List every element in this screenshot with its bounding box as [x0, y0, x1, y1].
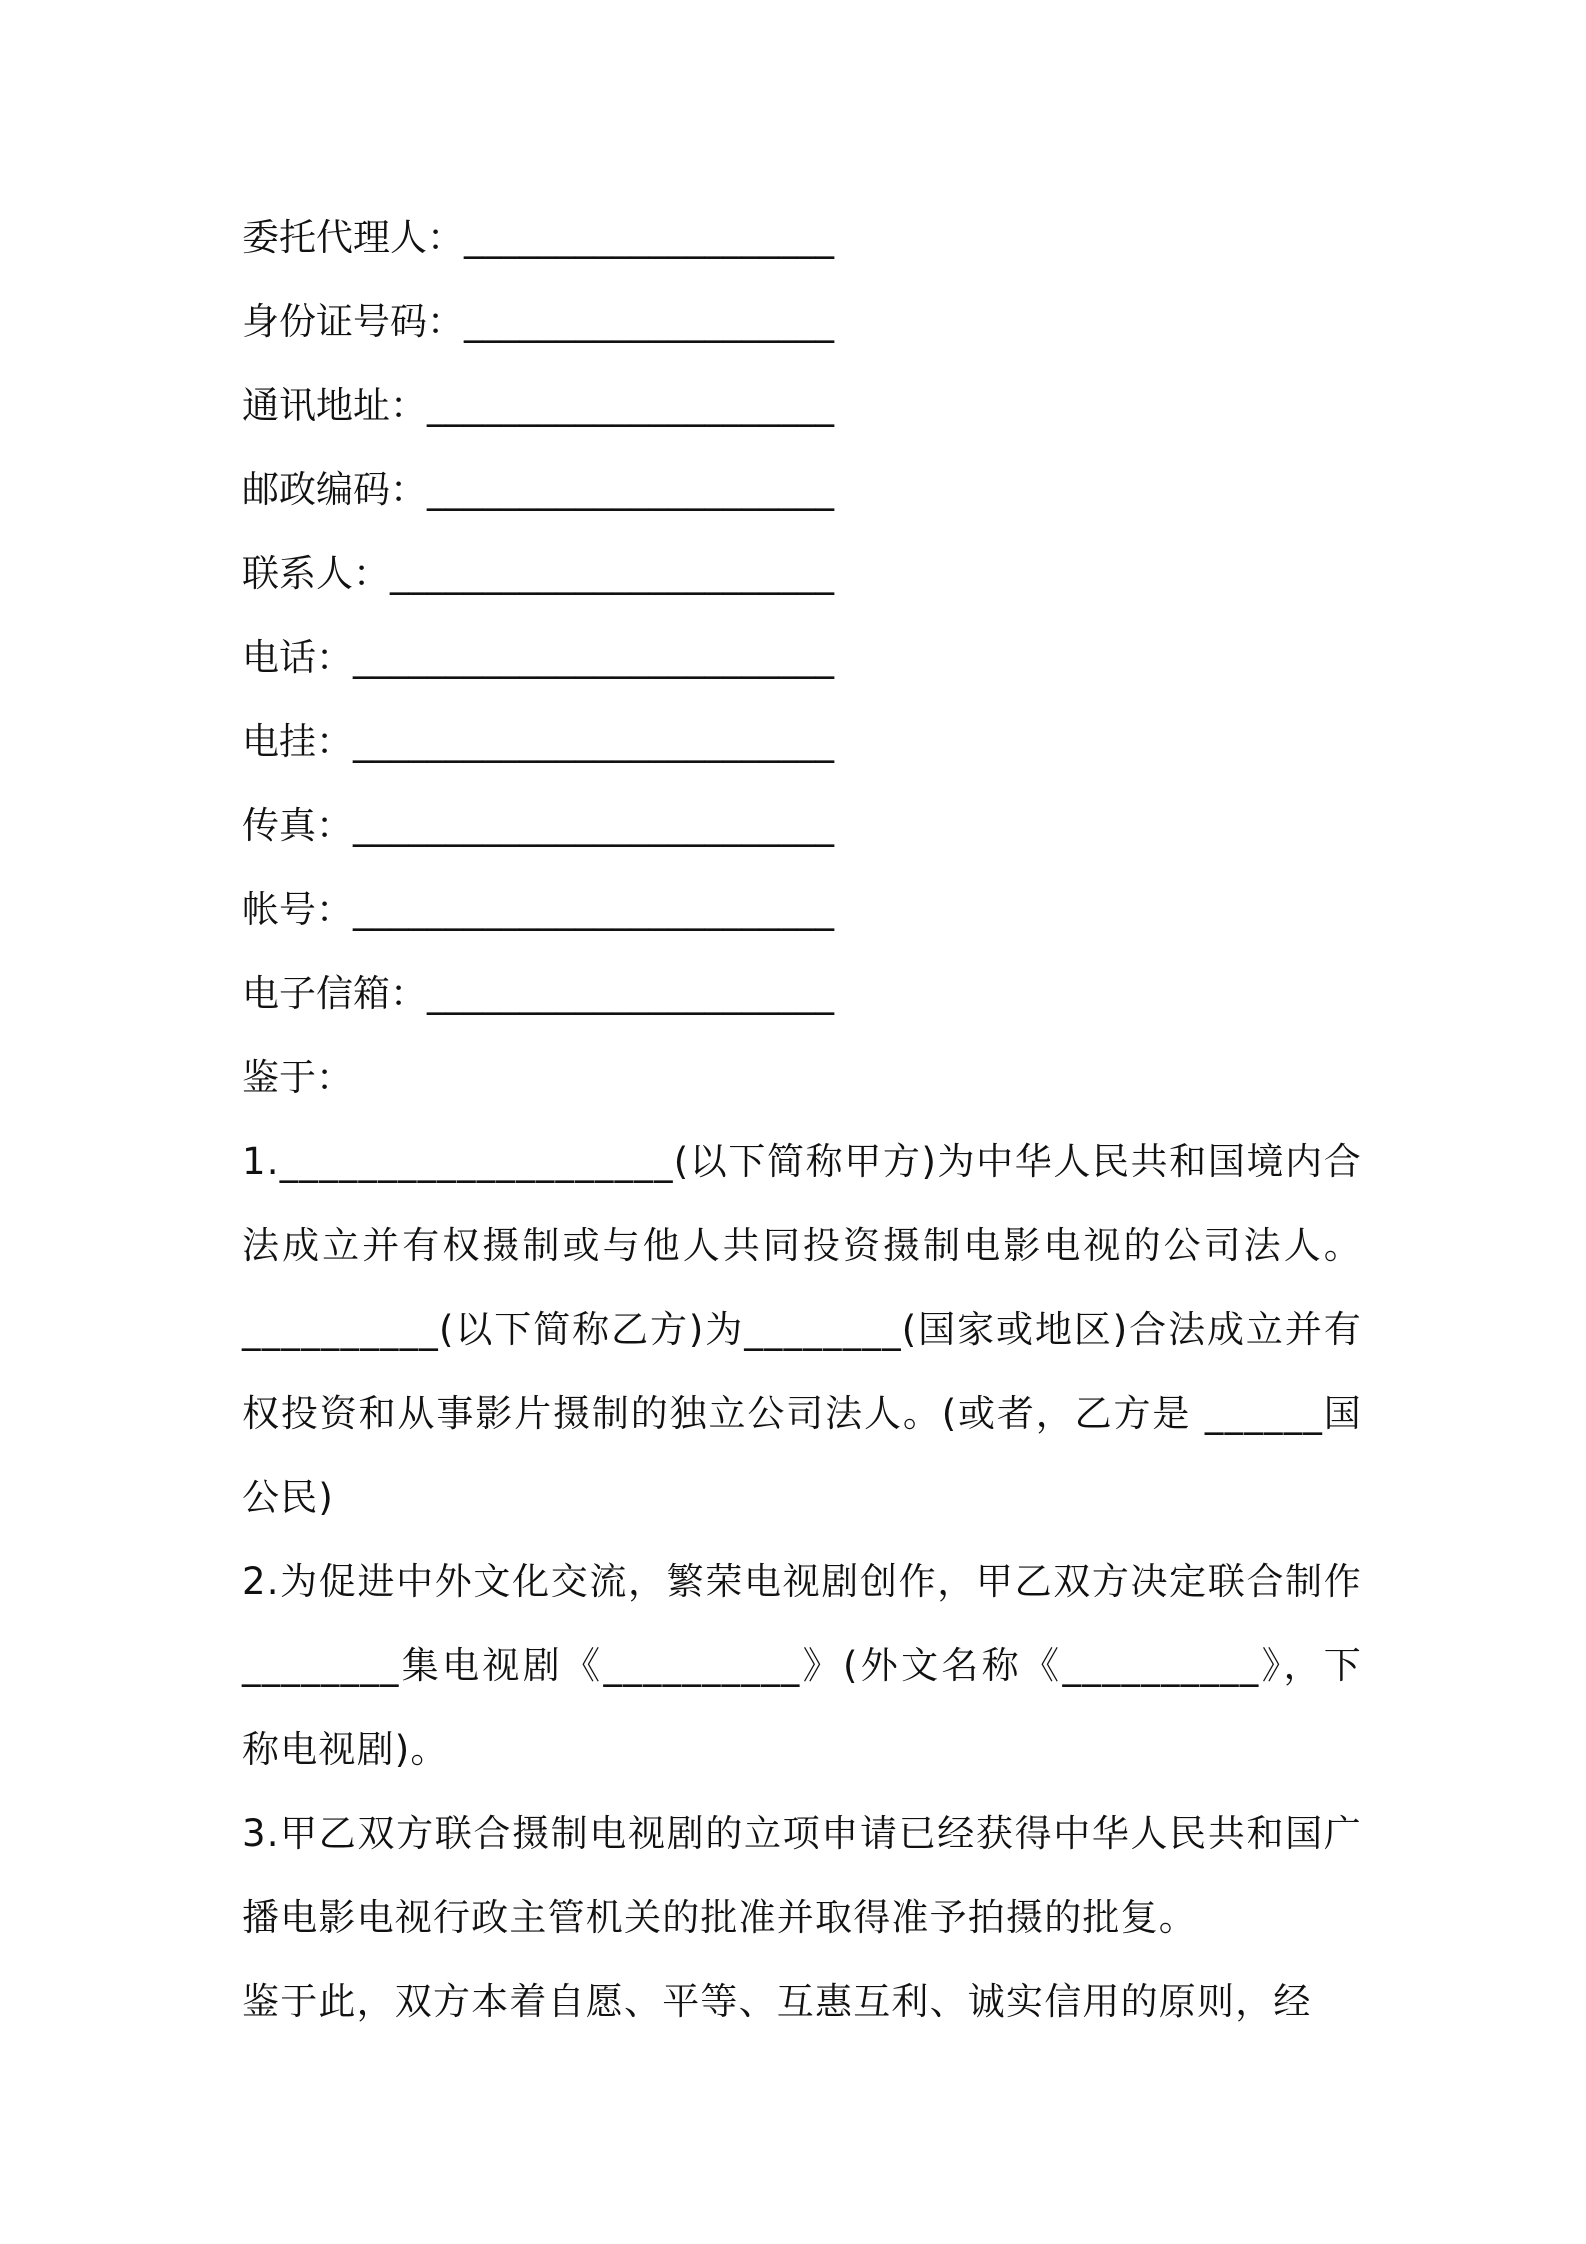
paragraph-4: 鉴于此，双方本着自愿、平等、互惠互利、诚实信用的原则，经: [242, 1980, 1312, 2023]
field-account: [242, 868, 1362, 952]
field-label: 邮政编码：: [242, 468, 427, 511]
field-label: 电话：: [242, 636, 353, 679]
field-fax: [242, 784, 1362, 868]
field-label: 传真：: [242, 804, 353, 847]
field-telegraph: [242, 700, 1362, 784]
field-label: 帐号：: [242, 888, 353, 931]
field-blank: ________________________: [390, 552, 834, 595]
field-phone: [242, 616, 1362, 700]
field-label: 委托代理人：: [242, 216, 464, 259]
field-id-number: [242, 280, 1362, 364]
field-blank: __________________________: [353, 720, 834, 763]
field-label: 电挂：: [242, 720, 353, 763]
field-blank: ______________________: [427, 972, 834, 1015]
field-blank: __________________________: [353, 636, 834, 679]
field-label: 联系人：: [242, 552, 390, 595]
field-agent: [242, 196, 1362, 280]
paragraph-3: 3.甲乙双方联合摄制电视剧的立项申请已经获得中华人民共和国广播电影电视行政主管机关的批准并取得准予拍摄的批复。: [242, 1812, 1362, 1939]
document-content: [242, 196, 1362, 2044]
field-label: 电子信箱：: [242, 972, 427, 1015]
field-contact: [242, 532, 1362, 616]
field-blank: __________________________: [353, 888, 834, 931]
paragraph-1: 1.____________________(以下简称甲方)为中华人民共和国境内合法成立并有权摄制或与他人共同投资摄制电影电视的公司法人。 __________(以下简称乙方)为________(国家或地区)合法成立并有权投资和从事影片摄制的独立公司法人。(或者，乙方是 ______国公民): [242, 1140, 1362, 1519]
field-label: 通讯地址：: [242, 384, 427, 427]
field-email: [242, 952, 1362, 1036]
field-blank: ____________________: [464, 216, 834, 259]
paragraph-2: 2.为促进中外文化交流，繁荣电视剧创作，甲乙双方决定联合制作________集电视剧《__________》(外文名称《__________》，下称电视剧)。: [242, 1560, 1362, 1771]
field-blank: ______________________: [427, 384, 834, 427]
whereas-heading: 鉴于：: [242, 1056, 353, 1099]
field-blank: ______________________: [427, 468, 834, 511]
field-postcode: [242, 448, 1362, 532]
field-address: [242, 364, 1362, 448]
field-blank: ____________________: [464, 300, 834, 343]
field-blank: __________________________: [353, 804, 834, 847]
field-label: 身份证号码：: [242, 300, 464, 343]
